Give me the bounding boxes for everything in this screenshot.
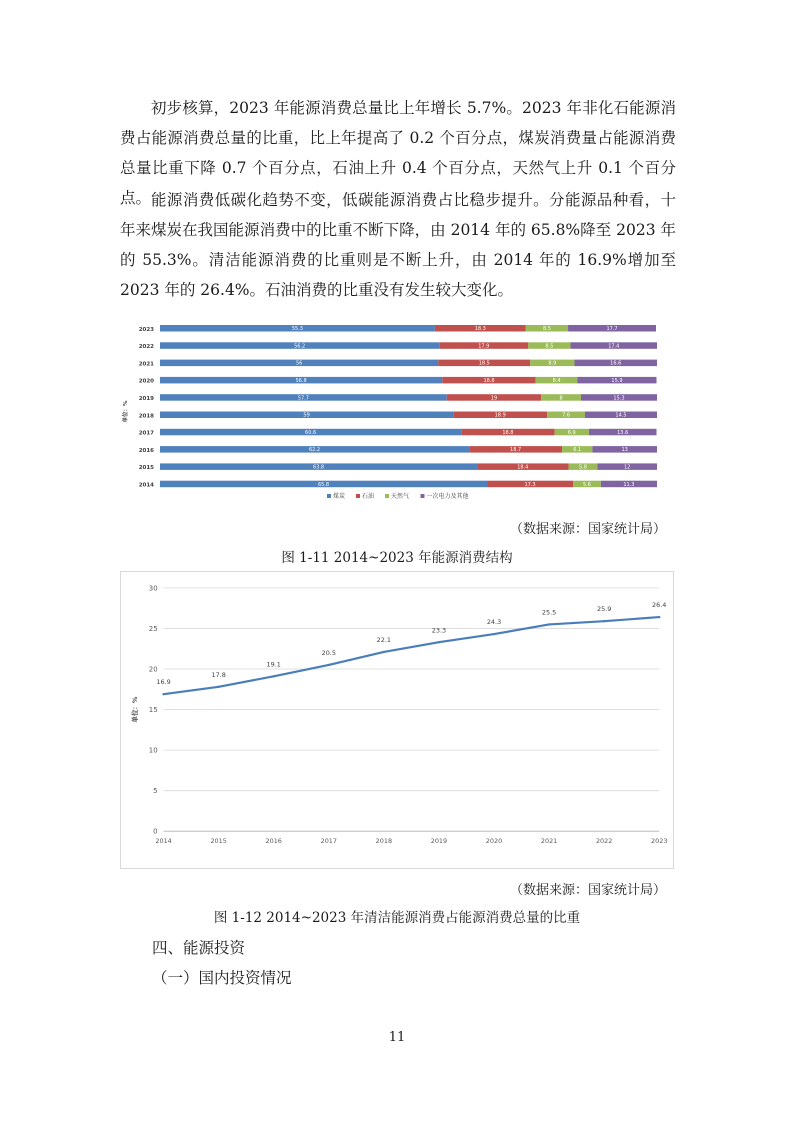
category-label-2020: 2020 (138, 378, 154, 385)
data-label-2021-s1: 18.5 (478, 360, 490, 367)
data-label-2021-s0: 56 (295, 360, 303, 367)
clean-energy-share-line-chart (120, 571, 674, 869)
data-label-2019-s0: 57.7 (297, 395, 309, 402)
y-tick-label-10: 10 (148, 746, 158, 755)
data-label-2023-s1: 18.3 (474, 326, 486, 333)
data-label-2015: 17.8 (211, 670, 226, 679)
legend-label-s0: 煤炭 (333, 493, 346, 500)
data-label-2019: 23.3 (431, 626, 447, 635)
data-label-2022-s2: 8.5 (545, 343, 554, 350)
data-label-2017-s3: 13.6 (617, 429, 629, 436)
data-label-2014-s3: 11.3 (623, 481, 635, 488)
y-tick-label-20: 20 (148, 665, 158, 674)
data-point-2021 (548, 623, 550, 625)
data-label-2017-s2: 6.9 (567, 429, 576, 436)
data-label-2014: 16.9 (156, 678, 171, 687)
data-point-2014 (162, 693, 164, 695)
x-tick-label-2015: 2015 (210, 837, 227, 846)
data-label-2021: 25.5 (541, 608, 557, 617)
category-label-2014: 2014 (138, 482, 154, 489)
y-tick-label-5: 5 (153, 787, 158, 796)
y-axis-label: 单位：% (123, 400, 129, 423)
data-label-2020: 24.3 (486, 618, 502, 627)
x-tick-label-2021: 2021 (540, 837, 558, 846)
data-label-2018-s0: 59 (303, 412, 310, 419)
data-label-2015-s2: 5.8 (578, 464, 587, 471)
category-label-2021: 2021 (138, 361, 154, 368)
legend-label-s1: 石油 (362, 493, 375, 500)
data-label-2015-s1: 18.4 (517, 464, 529, 471)
y-tick-label-30: 30 (148, 584, 158, 593)
x-tick-label-2023: 2023 (651, 837, 668, 846)
data-label-2016-s0: 62.2 (308, 447, 321, 454)
y-axis-label: 单位：% (130, 696, 139, 723)
data-label-2016-s1: 18.7 (510, 447, 522, 454)
data-label-2020-s0: 56.8 (295, 378, 307, 384)
data-label-2020-s2: 8.4 (552, 378, 561, 384)
data-label-2016-s2: 6.1 (573, 447, 582, 454)
data-label-2017-s1: 18.8 (502, 429, 514, 436)
data-label-2018-s1: 18.9 (494, 412, 506, 419)
legend-label-s3: 一次电力及其他 (426, 493, 469, 500)
data-label-2023-s2: 8.5 (542, 326, 551, 333)
data-label-2021-s3: 16.6 (610, 360, 622, 367)
data-label-2014-s2: 5.6 (582, 481, 591, 488)
data-label-2018-s2: 7.6 (562, 412, 571, 419)
category-label-2018: 2018 (138, 413, 154, 420)
data-point-2017 (328, 664, 330, 666)
category-label-2016: 2016 (138, 447, 154, 454)
data-label-2023-s0: 55.3 (291, 326, 303, 333)
legend-swatch-s2 (385, 494, 389, 498)
section-heading-energy-investment: 四、能源投资 (152, 939, 246, 957)
data-label-2022-s0: 56.2 (294, 343, 306, 350)
category-label-2023: 2023 (138, 326, 154, 333)
data-label-2015-s3: 12 (623, 464, 631, 471)
category-label-2015: 2015 (138, 465, 154, 472)
data-label-2022-s3: 17.4 (608, 343, 620, 350)
data-point-2020 (493, 633, 495, 635)
data-label-2018: 22.1 (376, 636, 392, 645)
category-label-2019: 2019 (138, 395, 154, 402)
category-label-2017: 2017 (138, 430, 154, 437)
data-label-2019-s3: 15.3 (613, 395, 625, 402)
data-label-2023: 26.4 (652, 601, 667, 610)
legend-label-s2: 天然气 (391, 493, 410, 500)
data-point-2022 (603, 620, 605, 622)
data-label-2017-s0: 60.6 (305, 429, 317, 436)
data-point-2019 (438, 641, 440, 643)
data-label-2016: 19.1 (266, 660, 281, 669)
x-tick-label-2016: 2016 (265, 837, 282, 846)
category-label-2022: 2022 (138, 344, 154, 351)
data-label-2020-s1: 18.8 (483, 378, 495, 384)
data-label-2018-s3: 14.5 (615, 412, 627, 419)
y-tick-label-25: 25 (148, 624, 158, 633)
data-label-2015-s0: 63.8 (312, 464, 325, 471)
data-label-2014-s0: 65.8 (317, 481, 330, 488)
data-label-2016-s3: 13 (621, 447, 628, 454)
figure2-source: （数据来源：国家统计局） (509, 883, 666, 898)
legend-swatch-s1 (356, 494, 360, 498)
figure1-source: （数据来源：国家统计局） (509, 522, 666, 537)
y-tick-label-0: 0 (153, 827, 158, 836)
paragraph-low-carbon-trend: 能源消费低碳化趋势不变，低碳能源消费占比稳步提升。分能源品种看，十年来煤炭在我国能源消费中的比重不断下降，由 2014 年的 65.8%降至 2023 年的 55.3%。清洁能源消费的比重则是不断上升，由 2014 年的 16.9%增加至 2023 年的 26.4%。石油消费的比重没有发生较大变化。 (120, 191, 676, 299)
data-label-2022-s1: 17.9 (478, 343, 490, 350)
x-tick-label-2020: 2020 (485, 837, 503, 846)
data-point-2018 (383, 651, 385, 653)
energy-structure-stacked-bar-chart (120, 315, 676, 505)
data-label-2014-s1: 17.3 (524, 481, 536, 488)
data-point-2016 (273, 675, 275, 677)
x-tick-label-2017: 2017 (320, 837, 337, 846)
x-tick-label-2019: 2019 (430, 837, 448, 846)
data-label-2022: 25.9 (596, 605, 612, 614)
legend-swatch-s3 (421, 494, 425, 498)
subsection-heading-domestic-investment: （一）国内投资情况 (152, 969, 292, 987)
figure1-caption: 图 1-11 2014~2023 年能源消费结构 (281, 550, 513, 566)
legend-swatch-s0 (327, 494, 331, 498)
data-label-2021-s2: 8.9 (548, 360, 557, 367)
page-number: 11 (388, 1030, 406, 1045)
data-point-2015 (217, 686, 219, 688)
x-tick-label-2022: 2022 (595, 837, 613, 846)
x-tick-label-2014: 2014 (155, 837, 172, 846)
data-label-2020-s3: 15.9 (611, 378, 623, 384)
data-label-2017: 20.5 (321, 649, 336, 658)
x-tick-label-2018: 2018 (375, 837, 393, 846)
data-label-2023-s3: 17.7 (606, 326, 618, 333)
figure2-caption: 图 1-12 2014~2023 年清洁能源消费占能源消费总量的比重 (213, 910, 581, 926)
data-label-2019-s1: 19 (490, 395, 498, 402)
data-label-2019-s2: 8 (559, 395, 563, 402)
y-tick-label-15: 15 (148, 706, 158, 715)
paragraph-consumption-total: 初步核算，2023 年能源消费总量比上年增长 5.7%。2023 年非化石能源消费占能源消费总量的比重，比上年提高了 0.2 个百分点，煤炭消费量占能源消费总量比重下降 0.7 个百分点，石油上升 0.4 个百分点，天然气上升 0.1 个百分点。 (120, 99, 676, 207)
data-point-2023 (658, 616, 660, 618)
